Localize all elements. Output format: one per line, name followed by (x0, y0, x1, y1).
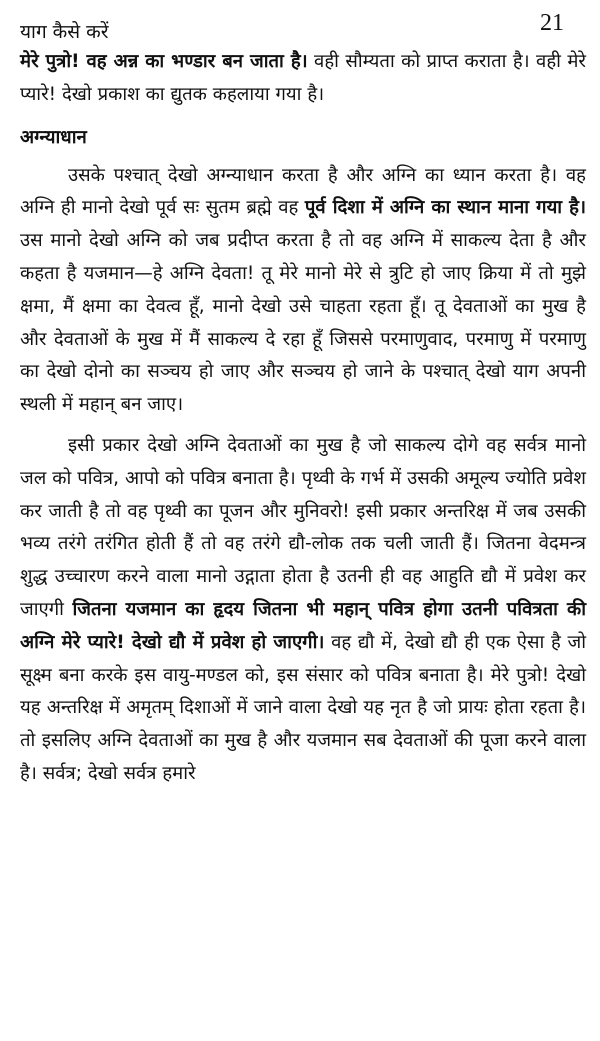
page-body (20, 46, 586, 791)
bold-phrase: पूर्व दिशा में अग्नि का स्थान माना गया है। (304, 197, 586, 219)
paragraph-text: उसके पश्चात् देखो अग्न्याधान करता है और अग्नि का ध्यान करता है। वह अग्नि ही मानो देखो पूर्व सः सुतम ब्रह्मे वह (20, 164, 586, 219)
paragraph-text: वह द्यौ में, देखो द्यौ ही एक ऐसा है जो सूक्ष्म बना करके इस वायु-मण्डल को, इस संसार को पवित्र बनाता है। मेरे पुत्रो! देखो यह अन्तरिक्ष में अमृतम् दिशाओं में जाने वाला देखो यह नृत है जो प्रायः होता रहता है। तो इसलिए अग्नि देवताओं का मुख है और यजमान सब देवताओं की पूजा करने वाला है। सर्वत्र; देखो सर्वत्र हमारे (20, 631, 586, 784)
running-head: याग कैसे करें (20, 21, 109, 43)
section-heading: अग्न्याधान (20, 126, 87, 148)
page-number: 21 (540, 10, 564, 36)
bold-phrase: मेरे पुत्रो! वह अन्न का भण्डार बन जाता है। (20, 51, 308, 72)
paragraph-2 (20, 160, 586, 422)
bold-phrase: जितना यजमान का हृदय जितना भी महान् पवित्र होगा उतनी पवित्रता की अग्नि मेरे प्यारे! देखो द्यौ में प्रवेश हो जाएगी। (20, 598, 586, 653)
paragraph-text: इसी प्रकार देखो अग्नि देवताओं का मुख है जो साकल्य दोगे वह सर्वत्र मानो जल को पवित्र, आपो को पवित्र बनाता है। पृथ्वी के गर्भ में उसकी अमूल्य ज्योति प्रवेश कर जाती है तो वह पृथ्वी का पूजन और मुनिवरो! इसी प्रकार अन्तरिक्ष में जब उसकी भव्य तरंगे तरंगित होती हैं तो वह तरंगे द्यौ-लोक तक चली जाती हैं। जितना वेदमन्त्र शुद्ध उच्चारण करने वाला मानो उद्गाता होता है उतनी ही वह आहुति द्यौ में प्रवेश कर जाएगी (20, 434, 586, 620)
paragraph-1 (20, 46, 586, 112)
paragraph-text: वही सौम्यता को प्राप्त कराता है। वही मेरे प्यारे! देखो प्रकाश का द्युतक कहलाया गया है। (20, 51, 586, 105)
page-header (20, 0, 586, 46)
paragraph-3 (20, 430, 586, 791)
paragraph-text: उस मानो देखो अग्नि को जब प्रदीप्त करता है तो वह अग्नि में साकल्य देता है और कहता है यजमान—हे अग्नि देवता! तू मेरे मानो मेरे से त्रुटि हो जाए क्रिया में तो मुझे क्षमा, मैं क्षमा का देवत्व हूँ, मानो देखो उसे चाहता रहता हूँ। तू देवताओं का मुख है और देवताओं के मुख में मैं साकल्य दे रहा हूँ जिससे परमाणुवाद, परमाणु में परमाणु का देखो दोनो का सञ्चय हो जाए और सञ्चय हो जाने के पश्चात् देखो याग अपनी स्थली में महान् बन जाए। (20, 230, 586, 416)
